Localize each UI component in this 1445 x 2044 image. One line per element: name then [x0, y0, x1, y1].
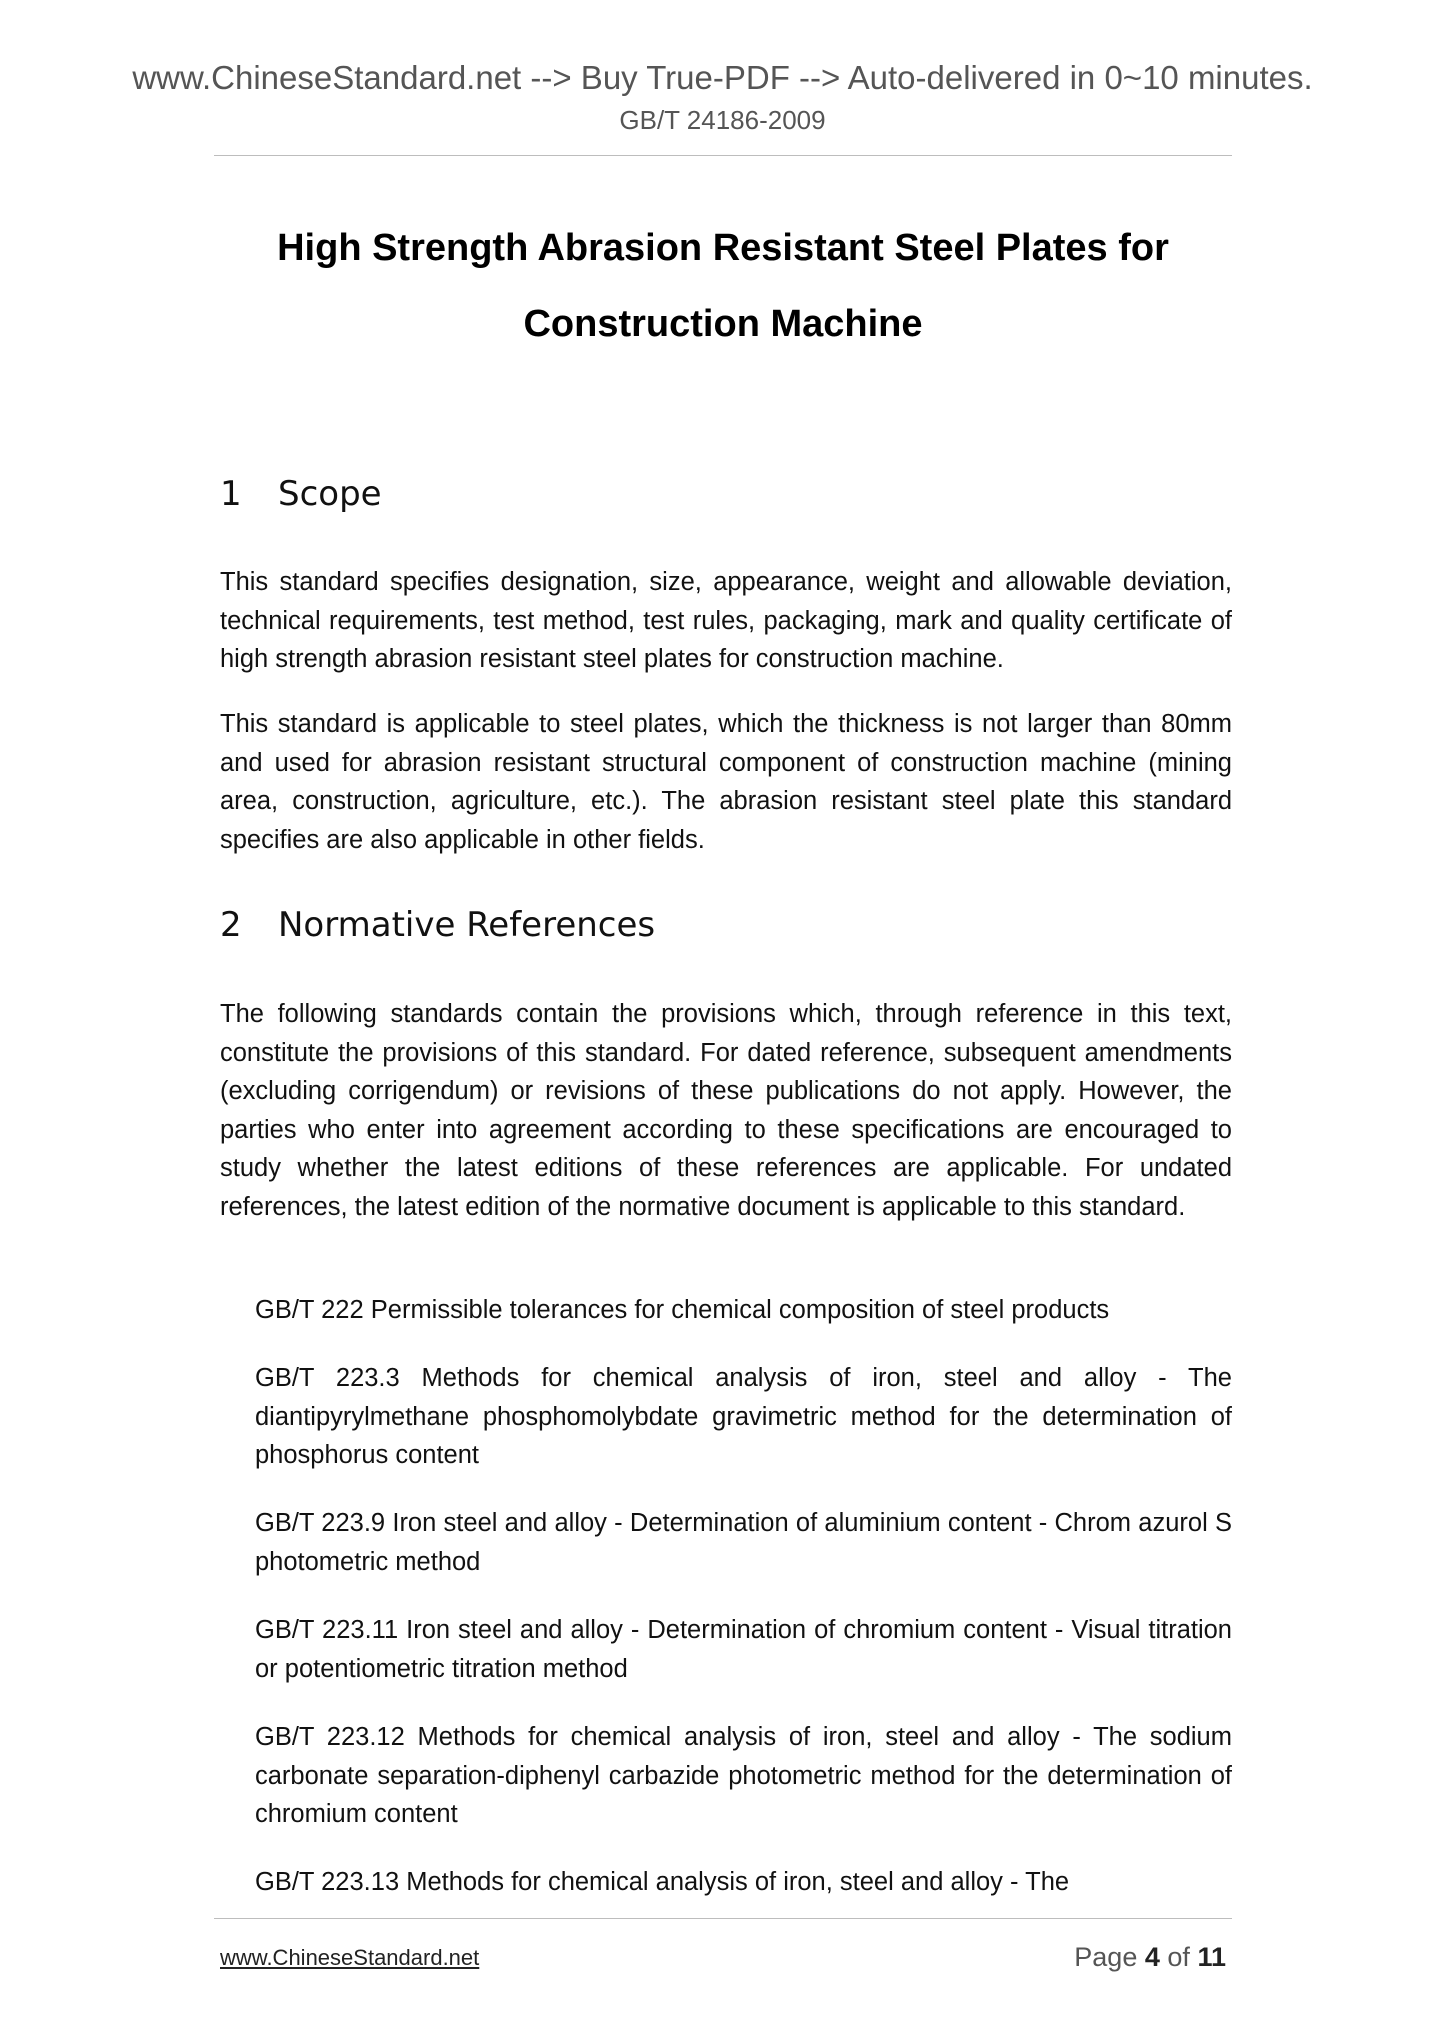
- footer-divider: [214, 1918, 1232, 1919]
- reference-item: GB/T 223.9 Iron steel and alloy - Determination of aluminium content - Chrom azurol S photometric method: [255, 1509, 1232, 1576]
- reference-item: GB/T 223.12 Methods for chemical analysis of iron, steel and alloy - The sodium carbonate separation-diphenyl carbazide photometric method for the determination of chromium content: [255, 1723, 1232, 1828]
- page-of: of: [1167, 1942, 1190, 1972]
- header-banner: www.ChineseStandard.net --> Buy True-PDF --> Auto-delivered in 0~10 minutes.: [132, 59, 1313, 96]
- scope-paragraph-2: This standard is applicable to steel plates, which the thickness is not larger than 80mm and used for abrasion resistant structural component of construction machine (mining area, construction, agriculture, etc.). The abrasion resistant steel plate this standard specifies are also applicable in other fields.: [220, 710, 1232, 854]
- title-line-2: Construction Machine: [523, 303, 923, 345]
- reference-item: GB/T 223.13 Methods for chemical analysis of iron, steel and alloy - The: [255, 1868, 1070, 1896]
- reference-item: GB/T 223.3 Methods for chemical analysis of iron, steel and alloy - The diantipyrylmethane phosphomolybdate gravimetric method for the determination of phosphorus content: [255, 1364, 1232, 1469]
- header-divider: [214, 155, 1232, 156]
- footer-website-link[interactable]: www.ChineseStandard.net: [220, 1945, 480, 1970]
- page-prefix: Page: [1074, 1942, 1138, 1972]
- title-line-1: High Strength Abrasion Resistant Steel Plates for: [277, 227, 1169, 269]
- reference-item: GB/T 222 Permissible tolerances for chemical composition of steel products: [255, 1296, 1110, 1324]
- page-current: 4: [1144, 1942, 1160, 1972]
- section-title: Normative References: [278, 905, 656, 945]
- section-heading-scope: [220, 473, 382, 515]
- scope-paragraph-1: This standard specifies designation, size, appearance, weight and allowable deviation, technical requirements, test method, test rules, packaging, mark and quality certificate of high strength abrasion resistant steel plates for construction machine.: [220, 568, 1232, 673]
- page-number: [1000, 1940, 1226, 1974]
- page-total: 11: [1197, 1942, 1226, 1972]
- section-number: 2: [220, 905, 242, 945]
- standard-code: GB/T 24186-2009: [619, 105, 826, 135]
- section-title: Scope: [278, 474, 382, 514]
- normative-references-paragraph: The following standards contain the provisions which, through reference in this text, constitute the provisions of this standard. For dated reference, subsequent amendments (excluding corrigendum) or revisions of these publications do not apply. However, the parties who enter into agreement according to these specifications are encouraged to study whether the latest editions of these references are applicable. For undated references, the latest edition of the normative document is applicable to this standard.: [220, 1000, 1232, 1221]
- document-title: [214, 210, 1232, 362]
- section-heading-normative-references: [220, 904, 655, 946]
- section-number: 1: [220, 474, 242, 514]
- reference-item: GB/T 223.11 Iron steel and alloy - Determination of chromium content - Visual titration or potentiometric titration method: [255, 1616, 1232, 1683]
